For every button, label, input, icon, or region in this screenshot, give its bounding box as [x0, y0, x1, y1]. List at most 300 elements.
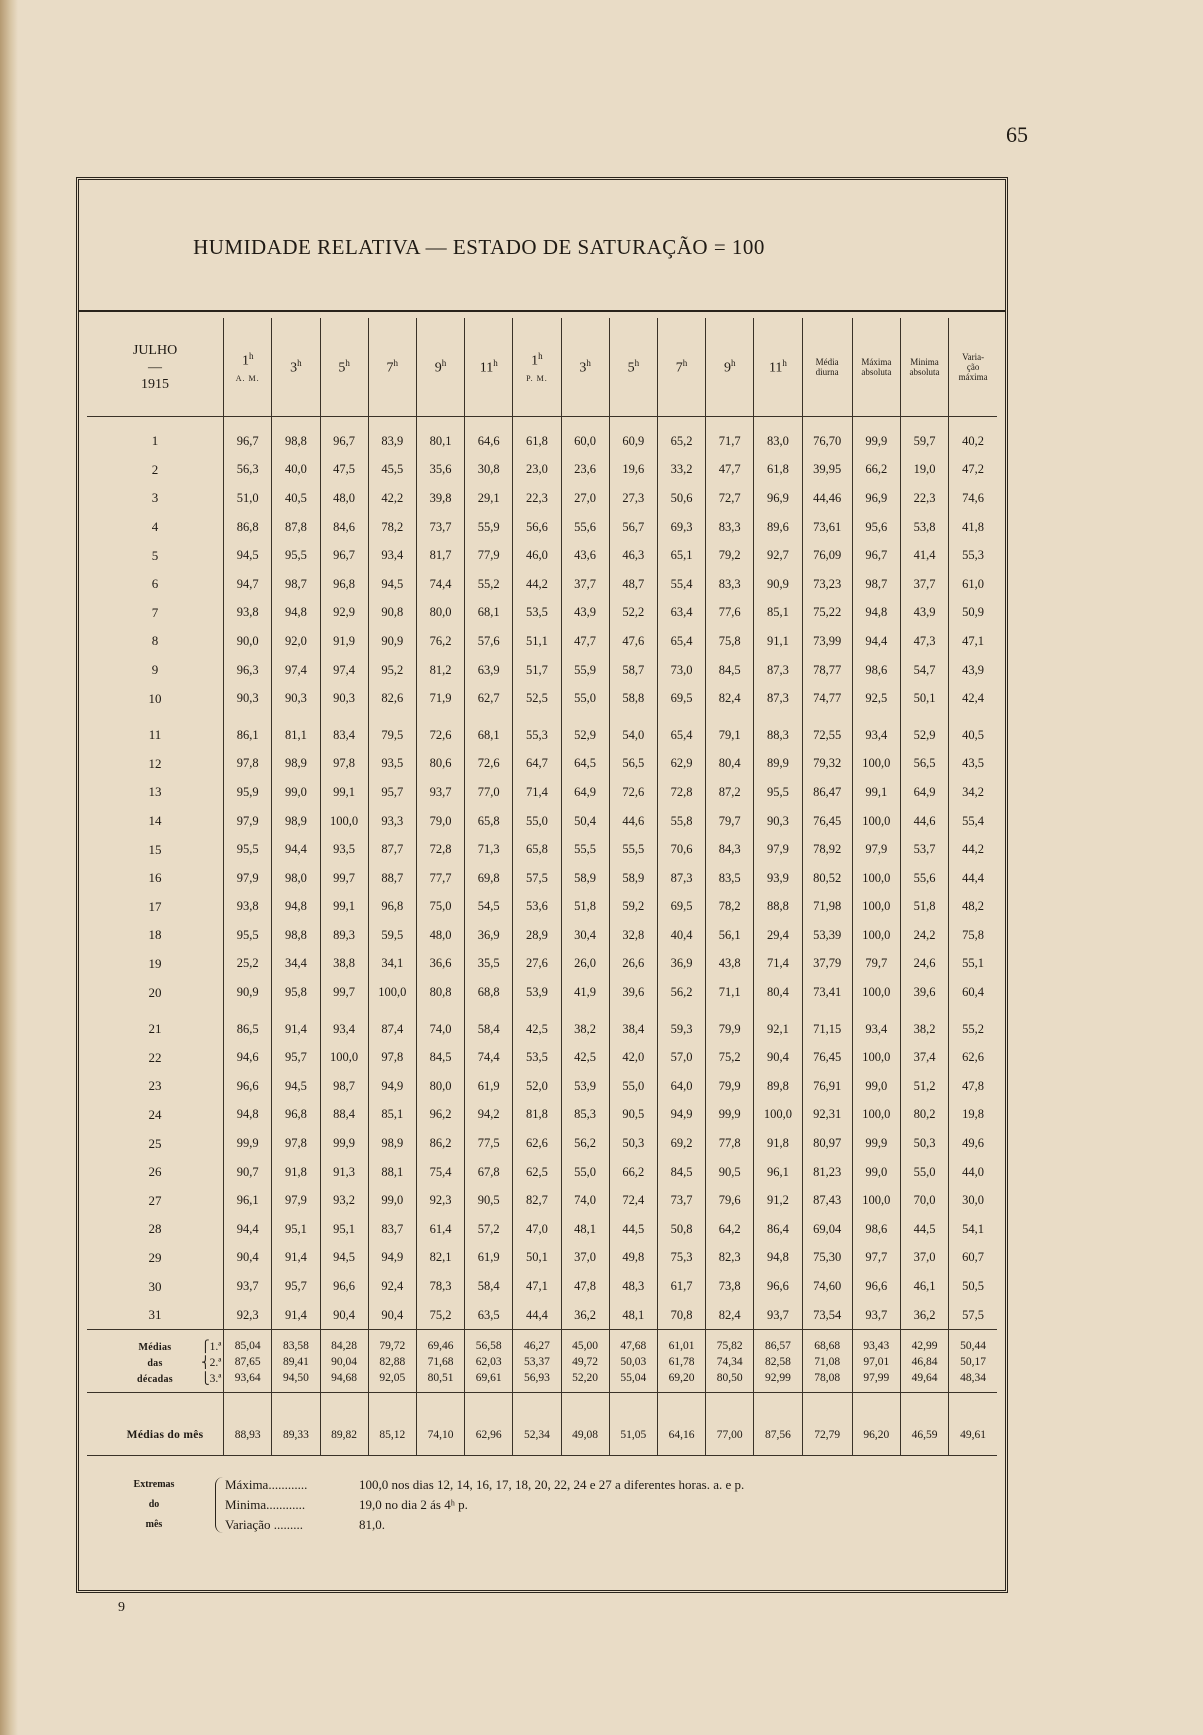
day-row: [87, 570, 997, 599]
table-cell: 82,6: [368, 684, 416, 713]
table-cell: 55,0: [561, 684, 609, 713]
table-cell: 71,15: [802, 1007, 852, 1044]
table-cell: 78,3: [416, 1272, 464, 1301]
table-cell: 66,2: [852, 456, 900, 485]
table-cell: 53,5: [513, 599, 561, 628]
day-number: 10: [148, 690, 162, 706]
table-cell: 40,0: [272, 456, 320, 485]
table-cell: 81,1: [272, 713, 320, 750]
table-cell: 49,72: [561, 1354, 609, 1370]
table-cell: 75,3: [657, 1244, 705, 1273]
table-cell: 50,17: [949, 1354, 997, 1370]
day-number: 27: [148, 1192, 162, 1208]
table-cell: 79,7: [852, 950, 900, 979]
day-number: 24: [148, 1106, 162, 1122]
table-cell: 74,0: [561, 1186, 609, 1215]
table-cell: 92,3: [224, 1301, 272, 1330]
table-cell: 95,1: [320, 1215, 368, 1244]
table-cell: 95,1: [272, 1215, 320, 1244]
table-cell: 37,79: [802, 950, 852, 979]
table-cell: 92,31: [802, 1101, 852, 1130]
table-cell: 85,12: [368, 1393, 416, 1456]
table-cell: 65,8: [465, 807, 513, 836]
table-cell: 97,99: [852, 1370, 900, 1393]
table-cell: 50,5: [949, 1272, 997, 1301]
table-cell: 72,8: [416, 835, 464, 864]
table-cell: 100,0: [320, 807, 368, 836]
table-cell: 100,0: [754, 1101, 802, 1130]
table-cell: 69,20: [657, 1370, 705, 1393]
table-cell: 71,4: [513, 778, 561, 807]
table-cell: 57,0: [657, 1043, 705, 1072]
table-cell: 52,0: [513, 1072, 561, 1101]
decada-row: [87, 1370, 997, 1393]
table-cell: 90,04: [320, 1354, 368, 1370]
humidity-table: [87, 318, 997, 1456]
table-cell: 43,6: [561, 541, 609, 570]
table-cell: 79,5: [368, 713, 416, 750]
table-cell: 99,9: [852, 417, 900, 456]
table-cell: 94,8: [272, 893, 320, 922]
hour-header: 9$^h$: [416, 318, 464, 417]
table-cell: 88,7: [368, 864, 416, 893]
table-cell: 86,2: [416, 1129, 464, 1158]
table-cell: 94,8: [224, 1101, 272, 1130]
table-cell: 43,9: [561, 599, 609, 628]
table-cell: 95,7: [368, 778, 416, 807]
table-cell: 93,2: [320, 1186, 368, 1215]
hour-header: 9$^h$: [706, 318, 754, 417]
table-cell: 58,4: [465, 1272, 513, 1301]
day-number: 8: [151, 633, 159, 649]
table-cell: 77,0: [465, 778, 513, 807]
table-cell: 54,0: [609, 713, 657, 750]
table-cell: 55,4: [657, 570, 705, 599]
table-cell: 80,1: [416, 417, 464, 456]
table-cell: 99,0: [272, 778, 320, 807]
day-row: [87, 835, 997, 864]
table-cell: 53,9: [513, 978, 561, 1007]
table-cell: 63,9: [465, 656, 513, 685]
extremas-maxima: Máxima............ 100,0 nos dias 12, 14, 16, 17, 18, 20, 22, 24 e 27 a diferentes horas. a. e p.: [225, 1477, 745, 1492]
table-cell: 48,1: [561, 1215, 609, 1244]
table-cell: 36,9: [657, 950, 705, 979]
day-number: 14: [148, 813, 162, 829]
table-cell: 98,7: [852, 570, 900, 599]
am-label: A. M.: [235, 373, 260, 383]
day-row: [87, 1301, 997, 1330]
table-cell: 56,5: [609, 750, 657, 779]
table-cell: 99,7: [320, 978, 368, 1007]
table-cell: 76,91: [802, 1072, 852, 1101]
table-cell: 48,7: [609, 570, 657, 599]
table-cell: 95,7: [272, 1272, 320, 1301]
table-cell: 55,9: [465, 513, 513, 542]
table-cell: 82,3: [706, 1244, 754, 1273]
table-cell: 96,1: [224, 1186, 272, 1215]
day-row: [87, 1043, 997, 1072]
table-cell: 47,8: [949, 1072, 997, 1101]
table-cell: 95,6: [852, 513, 900, 542]
table-cell: 80,0: [416, 1072, 464, 1101]
table-cell: 64,7: [513, 750, 561, 779]
day-row: [87, 417, 997, 456]
table-cell: 100,0: [852, 864, 900, 893]
table-cell: 39,8: [416, 484, 464, 513]
hour-header: 7$^h$: [657, 318, 705, 417]
table-cell: 99,9: [320, 1129, 368, 1158]
table-cell: 98,7: [272, 570, 320, 599]
table-cell: 79,7: [706, 807, 754, 836]
table-cell: 90,7: [224, 1158, 272, 1187]
table-cell: 58,8: [609, 684, 657, 713]
day-number: 23: [148, 1078, 162, 1094]
table-cell: 40,5: [949, 713, 997, 750]
table-cell: 49,6: [949, 1129, 997, 1158]
table-cell: 89,41: [272, 1354, 320, 1370]
table-cell: 44,0: [949, 1158, 997, 1187]
day-number: 15: [148, 841, 162, 857]
table-cell: 94,4: [224, 1215, 272, 1244]
table-cell: 90,4: [754, 1043, 802, 1072]
table-cell: 96,8: [320, 570, 368, 599]
table-cell: 55,0: [561, 1158, 609, 1187]
table-cell: 62,03: [465, 1354, 513, 1370]
table-cell: 96,9: [754, 484, 802, 513]
table-cell: 69,5: [657, 684, 705, 713]
table-cell: 96,8: [368, 893, 416, 922]
table-cell: 64,5: [561, 750, 609, 779]
decada-row: [87, 1354, 997, 1370]
hour-header: 1$^h$ P. M.: [513, 318, 561, 417]
day-number: 3: [151, 490, 159, 506]
day-number: 18: [148, 927, 162, 943]
footer-number: 9: [118, 1600, 125, 1615]
table-cell: 81,23: [802, 1158, 852, 1187]
table-cell: 97,8: [224, 750, 272, 779]
table-cell: 47,1: [949, 627, 997, 656]
table-cell: 80,50: [706, 1370, 754, 1393]
table-cell: 77,00: [706, 1393, 754, 1456]
table-cell: 52,34: [513, 1393, 561, 1456]
table-cell: 84,5: [657, 1158, 705, 1187]
table-cell: 99,1: [852, 778, 900, 807]
day-number: 20: [148, 984, 162, 1000]
table-cell: 98,9: [368, 1129, 416, 1158]
table-cell: 72,6: [416, 713, 464, 750]
table-cell: 74,77: [802, 684, 852, 713]
table-cell: 93,7: [224, 1272, 272, 1301]
table-cell: 47,2: [949, 456, 997, 485]
table-cell: 95,8: [272, 978, 320, 1007]
table-cell: 93,4: [852, 1007, 900, 1044]
table-cell: 22,3: [513, 484, 561, 513]
table-cell: 91,9: [320, 627, 368, 656]
table-cell: 77,6: [706, 599, 754, 628]
table-cell: 97,4: [320, 656, 368, 685]
minima-absoluta-header: Minima absoluta: [900, 318, 948, 417]
table-cell: 80,4: [706, 750, 754, 779]
table-cell: 90,3: [272, 684, 320, 713]
table-cell: 78,2: [368, 513, 416, 542]
table-cell: 44,2: [513, 570, 561, 599]
table-cell: 59,2: [609, 893, 657, 922]
table-cell: 75,22: [802, 599, 852, 628]
table-cell: 91,8: [272, 1158, 320, 1187]
day-number: 19: [148, 955, 162, 971]
table-cell: 44,2: [949, 835, 997, 864]
table-cell: 73,0: [657, 656, 705, 685]
table-cell: 83,58: [272, 1330, 320, 1355]
table-cell: 55,4: [949, 807, 997, 836]
table-cell: 87,8: [272, 513, 320, 542]
table-cell: 74,4: [465, 1043, 513, 1072]
table-cell: 89,9: [754, 750, 802, 779]
day-number: 31: [148, 1307, 162, 1323]
hour-header: 5$^h$: [320, 318, 368, 417]
extremas-minima: Minima............ 19,0 no dia 2 ás 4ʰ p.: [225, 1497, 468, 1512]
mes-row: [87, 1393, 997, 1456]
table-cell: 86,57: [754, 1330, 802, 1355]
table-cell: 93,4: [852, 713, 900, 750]
table-cell: 48,0: [320, 484, 368, 513]
table-cell: 90,3: [754, 807, 802, 836]
table-cell: 56,2: [657, 978, 705, 1007]
table-cell: 64,6: [465, 417, 513, 456]
table-cell: 74,6: [949, 484, 997, 513]
table-cell: 48,0: [416, 921, 464, 950]
table-cell: 48,34: [949, 1370, 997, 1393]
table-cell: 74,0: [416, 1007, 464, 1044]
table-cell: 51,05: [609, 1393, 657, 1456]
table-cell: 90,3: [320, 684, 368, 713]
table-cell: 27,6: [513, 950, 561, 979]
table-cell: 88,93: [224, 1393, 272, 1456]
table-cell: 29,1: [465, 484, 513, 513]
day-number: 13: [148, 784, 162, 800]
table-cell: 56,58: [465, 1330, 513, 1355]
table-cell: 90,4: [320, 1301, 368, 1330]
table-cell: 92,3: [416, 1186, 464, 1215]
table-cell: 92,05: [368, 1370, 416, 1393]
table-cell: 96,3: [224, 656, 272, 685]
table-cell: 72,4: [609, 1186, 657, 1215]
table-cell: 90,9: [368, 627, 416, 656]
table-cell: 56,6: [513, 513, 561, 542]
table-cell: 88,8: [754, 893, 802, 922]
table-cell: 81,7: [416, 541, 464, 570]
table-cell: 94,8: [852, 599, 900, 628]
day-row: [87, 1158, 997, 1187]
table-cell: 94,8: [754, 1244, 802, 1273]
table-cell: 80,0: [416, 599, 464, 628]
day-row: [87, 684, 997, 713]
day-row: [87, 713, 997, 750]
year-label: 1915: [141, 376, 170, 392]
table-cell: 50,3: [609, 1129, 657, 1158]
table-cell: 61,9: [465, 1244, 513, 1273]
table-cell: 91,1: [754, 627, 802, 656]
table-cell: 52,9: [900, 713, 948, 750]
table-cell: 55,9: [561, 656, 609, 685]
table-cell: 99,7: [320, 864, 368, 893]
table-cell: 94,7: [224, 570, 272, 599]
table-cell: 23,6: [561, 456, 609, 485]
table-cell: 44,5: [900, 1215, 948, 1244]
table-cell: 55,3: [949, 541, 997, 570]
table-cell: 76,45: [802, 1043, 852, 1072]
table-cell: 55,1: [949, 950, 997, 979]
day-row: [87, 1272, 997, 1301]
table-cell: 47,68: [609, 1330, 657, 1355]
table-cell: 93,64: [224, 1370, 272, 1393]
table-cell: 37,4: [900, 1043, 948, 1072]
table-cell: 100,0: [852, 1043, 900, 1072]
table-cell: 71,98: [802, 893, 852, 922]
table-cell: 42,2: [368, 484, 416, 513]
table-cell: 82,58: [754, 1354, 802, 1370]
page-number: 65: [1006, 122, 1028, 147]
table-cell: 66,2: [609, 1158, 657, 1187]
table-cell: 95,5: [224, 835, 272, 864]
table-cell: 40,5: [272, 484, 320, 513]
table-cell: 56,3: [224, 456, 272, 485]
table-cell: 46,27: [513, 1330, 561, 1355]
table-cell: 96,20: [852, 1393, 900, 1456]
table-cell: 91,4: [272, 1301, 320, 1330]
table-cell: 72,8: [657, 778, 705, 807]
day-row: [87, 656, 997, 685]
table-cell: 97,9: [754, 835, 802, 864]
table-cell: 29,4: [754, 921, 802, 950]
table-cell: 65,1: [657, 541, 705, 570]
table-cell: 97,9: [224, 864, 272, 893]
table-cell: 71,3: [465, 835, 513, 864]
table-cell: 73,23: [802, 570, 852, 599]
table-cell: 61,78: [657, 1354, 705, 1370]
table-cell: 90,5: [609, 1101, 657, 1130]
table-cell: 84,3: [706, 835, 754, 864]
table-cell: 47,0: [513, 1215, 561, 1244]
table-cell: 90,5: [465, 1186, 513, 1215]
table-cell: 59,5: [368, 921, 416, 950]
table-cell: 79,6: [706, 1186, 754, 1215]
decada-label: Médias ⎧1.ª: [87, 1330, 224, 1355]
day-number: 17: [148, 898, 162, 914]
table-cell: 33,2: [657, 456, 705, 485]
day-number: 26: [148, 1164, 162, 1180]
table-cell: 54,1: [949, 1215, 997, 1244]
table-cell: 42,0: [609, 1043, 657, 1072]
table-cell: 86,5: [224, 1007, 272, 1044]
table-cell: 87,4: [368, 1007, 416, 1044]
day-number: 1: [151, 433, 159, 449]
hour-header: 11$^h$: [754, 318, 802, 417]
table-cell: 100,0: [852, 978, 900, 1007]
table-cell: 47,3: [900, 627, 948, 656]
hour-header: 3$^h$: [272, 318, 320, 417]
table-cell: 94,5: [368, 570, 416, 599]
table-cell: 26,0: [561, 950, 609, 979]
table-cell: 42,5: [513, 1007, 561, 1044]
table-cell: 87,3: [754, 684, 802, 713]
table-cell: 96,6: [754, 1272, 802, 1301]
table-cell: 19,8: [949, 1101, 997, 1130]
table-cell: 72,6: [609, 778, 657, 807]
table-cell: 89,33: [272, 1393, 320, 1456]
table-cell: 99,0: [368, 1186, 416, 1215]
table-cell: 36,2: [561, 1301, 609, 1330]
table-cell: 43,9: [949, 656, 997, 685]
table-cell: 98,6: [852, 1215, 900, 1244]
table-cell: 99,9: [852, 1129, 900, 1158]
table-cell: 71,9: [416, 684, 464, 713]
table-cell: 93,7: [852, 1301, 900, 1330]
table-cell: 30,8: [465, 456, 513, 485]
table-cell: 79,9: [706, 1072, 754, 1101]
table-cell: 55,8: [657, 807, 705, 836]
table-cell: 54,5: [465, 893, 513, 922]
hour-header: 3$^h$: [561, 318, 609, 417]
table-cell: 73,61: [802, 513, 852, 542]
table-cell: 75,4: [416, 1158, 464, 1187]
table-cell: 94,9: [368, 1072, 416, 1101]
table-cell: 49,8: [609, 1244, 657, 1273]
day-number: 12: [148, 755, 162, 771]
table-cell: 74,4: [416, 570, 464, 599]
table-cell: 97,9: [852, 835, 900, 864]
table-cell: 98,9: [272, 807, 320, 836]
table-cell: 62,6: [949, 1043, 997, 1072]
table-cell: 94,4: [852, 627, 900, 656]
table-cell: 94,5: [224, 541, 272, 570]
table-cell: 76,2: [416, 627, 464, 656]
table-cell: 27,0: [561, 484, 609, 513]
pm-label: P. M.: [526, 373, 548, 383]
table-cell: 73,7: [657, 1186, 705, 1215]
table-cell: 89,8: [754, 1072, 802, 1101]
table-cell: 84,6: [320, 513, 368, 542]
table-cell: 73,7: [416, 513, 464, 542]
table-cell: 90,9: [224, 978, 272, 1007]
day-number: 25: [148, 1135, 162, 1151]
day-row: [87, 864, 997, 893]
table-cell: 75,2: [416, 1301, 464, 1330]
table-cell: 90,5: [706, 1158, 754, 1187]
table-cell: 37,7: [900, 570, 948, 599]
day-row: [87, 1215, 997, 1244]
table-cell: 80,4: [754, 978, 802, 1007]
table-cell: 64,9: [900, 778, 948, 807]
day-row: [87, 778, 997, 807]
table-cell: 45,5: [368, 456, 416, 485]
table-cell: 87,2: [706, 778, 754, 807]
extremas-variacao: Variação ......... 81,0.: [225, 1517, 385, 1532]
table-cell: 86,8: [224, 513, 272, 542]
table-cell: 92,0: [272, 627, 320, 656]
table-cell: 37,7: [561, 570, 609, 599]
table-cell: 64,9: [561, 778, 609, 807]
table-cell: 38,2: [900, 1007, 948, 1044]
table-cell: 28,9: [513, 921, 561, 950]
brace-glyph: ⎩: [201, 1373, 210, 1386]
table-cell: 38,8: [320, 950, 368, 979]
table-cell: 46,84: [900, 1354, 948, 1370]
table-cell: 61,9: [465, 1072, 513, 1101]
table-cell: 93,7: [754, 1301, 802, 1330]
table-cell: 88,4: [320, 1101, 368, 1130]
table-cell: 50,1: [900, 684, 948, 713]
